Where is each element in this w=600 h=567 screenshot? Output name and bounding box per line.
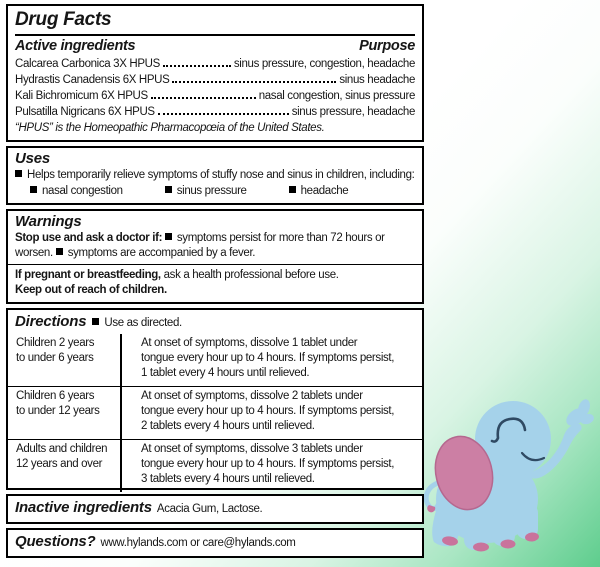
directions-header-row <box>15 312 415 334</box>
uses-sub-bullet <box>30 184 123 199</box>
instruction-line: 3 tablets every 4 hours until relieved. <box>141 473 315 485</box>
age-group-cell <box>8 336 120 381</box>
instruction-cell <box>120 442 422 487</box>
square-bullet-icon <box>92 318 99 325</box>
uses-sub-bullet-label: nasal congestion <box>42 185 123 197</box>
pregnant-lead: If pregnant or breastfeeding, <box>15 269 161 281</box>
active-ingredients-header-row <box>15 37 415 56</box>
elephant-illustration <box>424 393 596 555</box>
purpose-heading: Purpose <box>359 38 415 54</box>
directions-column-divider <box>120 334 122 492</box>
pregnant-line <box>15 268 415 283</box>
uses-bullet-text: Helps temporarily relieve symptoms of stuffy nose and sinus in children, including: <box>27 169 415 181</box>
instruction-line: tongue every hour up to 4 hours. If symptoms persist, <box>141 458 395 470</box>
ingredient-name: Calcarea Carbonica 3X HPUS <box>15 58 160 70</box>
inactive-ingredients-heading: Inactive ingredients <box>15 499 152 516</box>
inactive-ingredients-text: Acacia Gum, Lactose. <box>156 503 263 515</box>
warnings-divider <box>8 264 422 265</box>
age-line: to under 12 years <box>16 405 100 417</box>
square-bullet-icon <box>165 186 172 193</box>
ingredient-name: Pulsatilla Nigricans 6X HPUS <box>15 106 155 118</box>
questions-heading: Questions? <box>15 533 96 550</box>
inactive-ingredients-section <box>6 494 424 524</box>
square-bullet-icon <box>165 233 172 240</box>
age-line: Children 2 years <box>16 337 95 349</box>
ingredient-name: Kali Bichromicum 6X HPUS <box>15 90 148 102</box>
active-ingredients-heading: Active ingredients <box>15 38 136 54</box>
dot-leader <box>158 113 289 115</box>
questions-contact-text: www.hylands.com or care@hylands.com <box>100 537 296 549</box>
instruction-line: 1 tablet every 4 hours until relieved. <box>141 367 310 379</box>
age-line: to under 6 years <box>16 352 94 364</box>
stop-use-item: symptoms persist for more than 72 hours or worsen. <box>15 232 385 259</box>
directions-subheading: Use as directed. <box>104 317 182 329</box>
ingredient-name: Hydrastis Canadensis 6X HPUS <box>15 74 170 86</box>
instruction-cell <box>120 336 422 381</box>
square-bullet-icon <box>15 170 22 177</box>
pregnant-rest: ask a health professional before use. <box>163 269 339 281</box>
uses-sub-bullet <box>165 184 247 199</box>
warnings-section <box>6 209 424 304</box>
ingredient-row <box>15 104 415 120</box>
square-bullet-icon <box>56 248 63 255</box>
ingredient-row <box>15 56 415 72</box>
questions-section <box>6 528 424 558</box>
hpus-footnote: “HPUS” is the Homeopathic Pharmacopœia of the United States. <box>15 122 325 134</box>
uses-bullet-line <box>15 168 415 183</box>
directions-row <box>8 334 422 386</box>
directions-heading: Directions <box>15 313 87 330</box>
directions-section <box>6 308 424 490</box>
ingredient-purpose: sinus headache <box>339 74 415 86</box>
dot-leader <box>151 97 256 99</box>
stop-use-paragraph <box>15 231 415 261</box>
ingredient-row <box>15 72 415 88</box>
ingredient-purpose: nasal congestion, sinus pressure <box>258 90 415 102</box>
ingredient-purpose: sinus pressure, headache <box>291 106 415 118</box>
instruction-line: At onset of symptoms, dissolve 1 tablet under <box>141 337 358 349</box>
instruction-line: tongue every hour up to 4 hours. If symptoms persist, <box>141 405 395 417</box>
instruction-line: At onset of symptoms, dissolve 2 tablets under <box>141 390 363 402</box>
uses-heading: Uses <box>15 150 51 167</box>
square-bullet-icon <box>30 186 37 193</box>
warnings-heading: Warnings <box>15 213 82 230</box>
stop-use-item: symptoms are accompanied by a fever. <box>67 247 256 259</box>
directions-table <box>8 334 422 492</box>
keep-out-line: Keep out of reach of children. <box>15 284 167 296</box>
uses-section <box>6 146 424 205</box>
age-group-cell <box>8 389 120 434</box>
drug-facts-title: Drug Facts <box>15 9 112 30</box>
age-line: 12 years and over <box>16 458 103 470</box>
instruction-line: At onset of symptoms, dissolve 3 tablets under <box>141 443 363 455</box>
square-bullet-icon <box>289 186 296 193</box>
title-divider <box>15 34 415 36</box>
directions-row <box>8 439 422 492</box>
ingredient-purpose: sinus pressure, congestion, headache <box>233 58 415 70</box>
instruction-line: 2 tablets every 4 hours until relieved. <box>141 420 315 432</box>
dot-leader <box>163 65 231 67</box>
uses-sub-bullet-label: headache <box>300 185 349 197</box>
stop-use-lead: Stop use and ask a doctor if: <box>15 232 163 244</box>
uses-sub-bullets <box>15 184 415 199</box>
age-group-cell <box>8 442 120 487</box>
instruction-line: tongue every hour up to 4 hours. If symptoms persist, <box>141 352 395 364</box>
uses-sub-bullet <box>289 184 349 199</box>
age-line: Children 6 years <box>16 390 95 402</box>
active-ingredients-section <box>6 4 424 142</box>
uses-sub-bullet-label: sinus pressure <box>176 185 247 197</box>
age-line: Adults and children <box>16 443 108 455</box>
instruction-cell <box>120 389 422 434</box>
dot-leader <box>172 81 336 83</box>
directions-row <box>8 386 422 439</box>
ingredient-row <box>15 88 415 104</box>
drug-facts-label <box>6 4 424 562</box>
